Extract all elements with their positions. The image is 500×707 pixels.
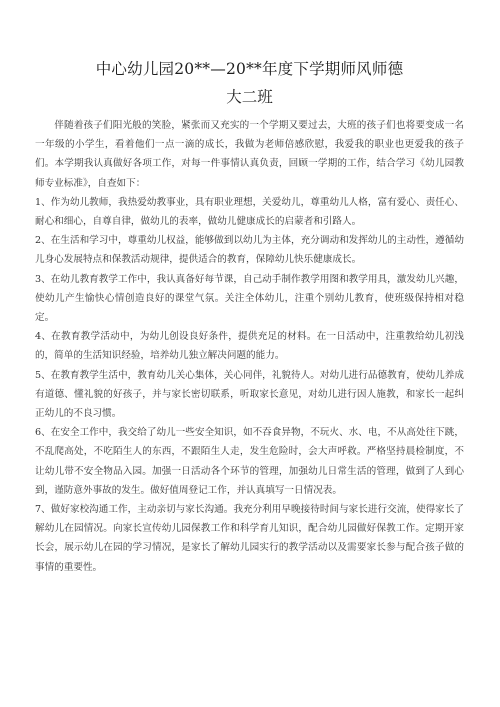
item-paragraph-3: 3、在幼儿教育教学工作中，我认真备好每节课，自己动手制作教学用图和教学用具，激发幼儿兴趣，使幼儿产生愉快心情创造良好的课堂气氛。关注全体幼儿，注重个别幼儿教育，使班级保持相对稳定。 xyxy=(35,273,464,324)
document-title: 中心幼儿园20**—20**年度下学期师风师德 xyxy=(95,60,404,78)
intro-paragraph: 伴随着孩子们阳光般的笑脸，紧张而又充实的一个学期又要过去，大班的孩子们也将要变成一名一年级的小学生，看着他们一点一滴的成长，我做为老师倍感欣慰，我爱我的职业也更爱我的孩子们。本学期我认真做好各项工作，对每一件事情认真负责，回顾一学期的工作，结合学习《幼儿园教师专业标准》，自查如下： xyxy=(35,120,464,189)
item-paragraph-1: 1、作为幼儿教师，我热爱幼教事业，具有职业理想，关爱幼儿，尊重幼儿人格，富有爱心、责任心、耐心和细心，自尊自律，做幼儿的表率，做幼儿健康成长的启蒙者和引路人。 xyxy=(35,196,464,228)
item-paragraph-2: 2、在生活和学习中，尊重幼儿权益，能够做到以幼儿为主体，充分调动和发挥幼儿的主动性，遵循幼儿身心发展特点和保教活动规律，提供适合的教育，保障幼儿快乐健康成长。 xyxy=(35,235,464,266)
item-paragraph-7: 7、做好家校沟通工作，主动亲切与家长沟通。我充分利用早晚接待时间与家长进行交流，使得家长了解幼儿在园情况。向家长宣传幼儿园保教工作和科学育儿知识，配合幼儿园做好保教工作。定期开家长会，展示幼儿在园的学习情况，是家长了解幼儿园实行的教学活动以及需要家长参与配合孩子做的事情的重要性。 xyxy=(35,504,464,573)
item-paragraph-5: 5、在教育教学生活中，教育幼儿关心集体，关心同伴，礼貌待人。对幼儿进行品德教育，使幼儿养成有道德、懂礼貌的好孩子，并与家长密切联系，听取家长意见，对幼儿进行因人施教，和家长一起纠正幼儿的不良习惯。 xyxy=(35,369,464,420)
item-paragraph-4: 4、在教育教学活动中，为幼儿创设良好条件，提供充足的材料。在一日活动中，注重教给幼儿初浅的，简单的生活知识经验，培养幼儿独立解决问题的能力。 xyxy=(35,331,464,362)
document-subtitle: 大二班 xyxy=(226,88,273,106)
item-paragraph-6: 6、在安全工作中，我交给了幼儿一些安全知识，如不吞食异物，不玩火、水、电，不从高处往下跳，不乱爬高处，不吃陌生人的东西，不跟陌生人走，发生危险时，会大声呼救。严格坚持晨检制度，不让幼儿带不安全物品入园。加强一日活动各个环节的管理，加强幼儿日常生活的管理，做到了人到心到，谨防意外事故的发生。做好值周登记工作，并认真填写一日情况表。 xyxy=(35,427,464,496)
